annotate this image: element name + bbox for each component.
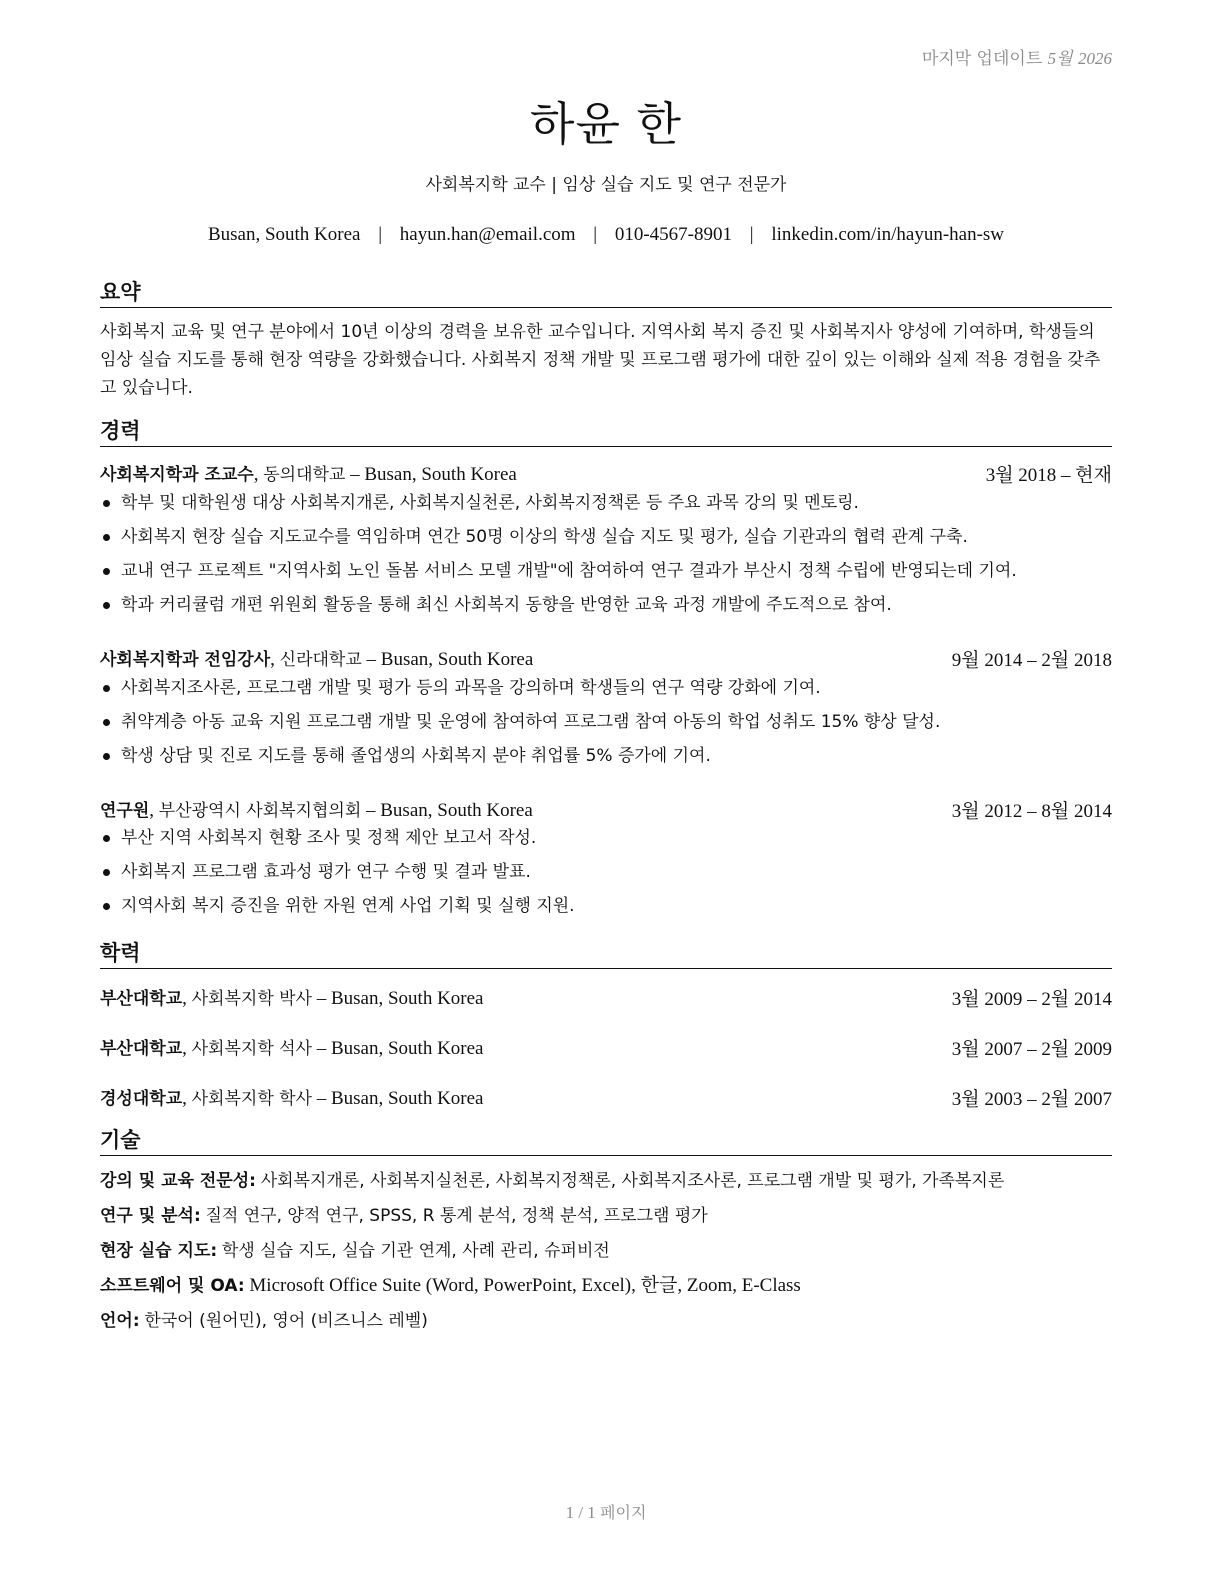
job-header: 연구원, 부산광역시 사회복지협의회 – Busan, South Korea 3월 2012 – 8월 2014 — [100, 796, 1112, 822]
education-school: 부산대학교 — [100, 989, 183, 1009]
education-location: Busan, South Korea — [330, 1088, 484, 1109]
skill-row — [100, 1306, 1112, 1341]
education-item: 부산대학교, 사회복지학 박사 – Busan, South Korea 3월 2009 – 2월 2014 — [100, 984, 1112, 1010]
education-item: 부산대학교, 사회복지학 석사 – Busan, South Korea 3월 2007 – 2월 2009 — [100, 1034, 1112, 1060]
skill-value: 사회복지개론, 사회복지실천론, 사회복지정책론, 사회복지조사론, 프로그램 개발 및 평가, 가족복지론 — [260, 1171, 1005, 1191]
skill-value: 질적 연구, 양적 연구, SPSS, R 통계 분석, 정책 분석, 프로그램 평가 — [205, 1206, 708, 1226]
skill-row — [100, 1166, 1112, 1201]
skill-label: 소프트웨어 및 OA: — [100, 1276, 245, 1296]
job-location: Busan, South Korea — [364, 464, 517, 485]
contact-email[interactable]: hayun.han@email.com — [399, 224, 576, 245]
job-bullets — [100, 675, 1112, 777]
skill-label: 강의 및 교육 전문성: — [100, 1171, 256, 1191]
job-bullets — [100, 490, 1112, 626]
contact-line — [100, 224, 1112, 246]
education-dates: 3월 2007 – 2월 2009 — [951, 1039, 1112, 1060]
list-item: 사회복지조사론, 프로그램 개발 및 평가 등의 과목을 강의하며 학생들의 연구 역량 강화에 기여. — [100, 675, 1112, 709]
education-item: 경성대학교, 사회복지학 학사 – Busan, South Korea 3월 2003 – 2월 2007 — [100, 1084, 1112, 1110]
list-item: 학생 상담 및 진로 지도를 통해 졸업생의 사회복지 분야 취업률 5% 증가에 기여. — [100, 743, 1112, 777]
list-item: 교내 연구 프로젝트 "지역사회 노인 돌봄 서비스 모델 개발"에 참여하여 연구 결과가 부산시 정책 수립에 반영되는데 기여. — [100, 558, 1112, 592]
contact-phone: 010-4567-8901 — [614, 224, 733, 245]
contact-separator: | — [749, 224, 754, 245]
job-dates: 3월 2012 – 8월 2014 — [951, 801, 1112, 822]
skill-label: 현장 실습 지도: — [100, 1241, 218, 1261]
contact-separator: | — [378, 224, 383, 245]
job-org: 부산광역시 사회복지협의회 — [158, 801, 362, 821]
job-org: 동의대학교 — [263, 465, 346, 485]
list-item: 학부 및 대학원생 대상 사회복지개론, 사회복지실천론, 사회복지정책론 등 주요 과목 강의 및 멘토링. — [100, 490, 1112, 524]
list-item: 학과 커리큘럼 개편 위원회 활동을 통해 최신 사회복지 동향을 반영한 교육 과정 개발에 주도적으로 참여. — [100, 592, 1112, 626]
job-header: 사회복지학과 전임강사, 신라대학교 – Busan, South Korea 9월 2014 – 2월 2018 — [100, 645, 1112, 671]
last-updated-month: 5월 — [1047, 49, 1073, 68]
education-location: Busan, South Korea — [330, 1038, 484, 1059]
job-dates: 9월 2014 – 2월 2018 — [951, 650, 1112, 671]
job-dates: 3월 2018 – 현재 — [985, 465, 1112, 486]
last-updated-year: 2026 — [1078, 49, 1112, 68]
education-dates: 3월 2003 – 2월 2007 — [951, 1089, 1112, 1110]
skill-row — [100, 1201, 1112, 1236]
job-subtitle: 사회복지학 교수 | 임상 실습 지도 및 연구 전문가 — [425, 175, 787, 195]
education-location: Busan, South Korea — [330, 988, 484, 1009]
last-updated — [922, 44, 1112, 69]
section-title-summary: 요약 — [100, 276, 1112, 308]
job-org: 신라대학교 — [279, 650, 362, 670]
list-item: 취약계층 아동 교육 지원 프로그램 개발 및 운영에 참여하여 프로그램 참여 아동의 학업 성취도 15% 향상 달성. — [100, 709, 1112, 743]
job-bullets — [100, 825, 1112, 927]
job-role: 사회복지학과 전임강사 — [100, 650, 271, 670]
page-label: 페이지 — [600, 1503, 647, 1522]
education-school: 부산대학교 — [100, 1039, 183, 1059]
job-role: 연구원 — [100, 801, 150, 821]
job-location: Busan, South Korea — [380, 649, 534, 670]
skill-value: Microsoft Office Suite (Word, PowerPoint, Excel), 한글, Zoom, E-Class — [249, 1275, 801, 1296]
section-title-experience: 경력 — [100, 415, 1112, 447]
job-header: 사회복지학과 조교수, 동의대학교 – Busan, South Korea 3월 2018 – 현재 — [100, 460, 1112, 486]
contact-location: Busan, South Korea — [207, 224, 361, 245]
education-school: 경성대학교 — [100, 1089, 183, 1109]
list-item: 사회복지 현장 실습 지도교수를 역임하며 연간 50명 이상의 학생 실습 지도 및 평가, 실습 기관과의 협력 관계 구축. — [100, 524, 1112, 558]
person-name: 하윤 한 — [530, 97, 682, 151]
section-title-skills: 기술 — [100, 1124, 1112, 1156]
list-item: 사회복지 프로그램 효과성 평가 연구 수행 및 결과 발표. — [100, 859, 1112, 893]
skills-list — [100, 1166, 1112, 1341]
contact-linkedin[interactable]: linkedin.com/in/hayun-han-sw — [771, 224, 1005, 245]
skill-label: 언어: — [100, 1311, 140, 1331]
skill-row — [100, 1271, 1112, 1306]
skill-value: 한국어 (원어민), 영어 (비즈니스 레벨) — [144, 1311, 428, 1331]
list-item: 부산 지역 사회복지 현황 조사 및 정책 제안 보고서 작성. — [100, 825, 1112, 859]
contact-separator: | — [593, 224, 598, 245]
education-degree: 사회복지학 학사 — [191, 1089, 312, 1109]
skill-value: 학생 실습 지도, 실습 기관 연계, 사례 관리, 슈퍼비전 — [221, 1241, 610, 1261]
resume-page — [100, 0, 1112, 1584]
education-degree: 사회복지학 박사 — [191, 989, 312, 1009]
page-number: 1 / 1 — [565, 1503, 596, 1522]
page-footer — [100, 1500, 1112, 1523]
education-dates: 3월 2009 – 2월 2014 — [951, 989, 1112, 1010]
skill-row — [100, 1236, 1112, 1271]
job-location: Busan, South Korea — [380, 800, 533, 821]
job-role: 사회복지학과 조교수 — [100, 465, 254, 485]
list-item: 지역사회 복지 증진을 위한 자원 연계 사업 기획 및 실행 지원. — [100, 893, 1112, 927]
section-title-education: 학력 — [100, 937, 1112, 969]
last-updated-label: 마지막 업데이트 — [921, 49, 1043, 69]
summary-text: 사회복지 교육 및 연구 분야에서 10년 이상의 경력을 보유한 교수입니다. 지역사회 복지 증진 및 사회복지사 양성에 기여하며, 학생들의 임상 실습 지도를 통해 현장 역량을 강화했습니다. 사회복지 정책 개발 및 프로그램 평가에 대한 깊이 있는 이해와 실제 적용 경험을 갖추고 있습니다. — [100, 322, 1101, 398]
skill-label: 연구 및 분석: — [100, 1206, 201, 1226]
education-degree: 사회복지학 석사 — [191, 1039, 312, 1059]
